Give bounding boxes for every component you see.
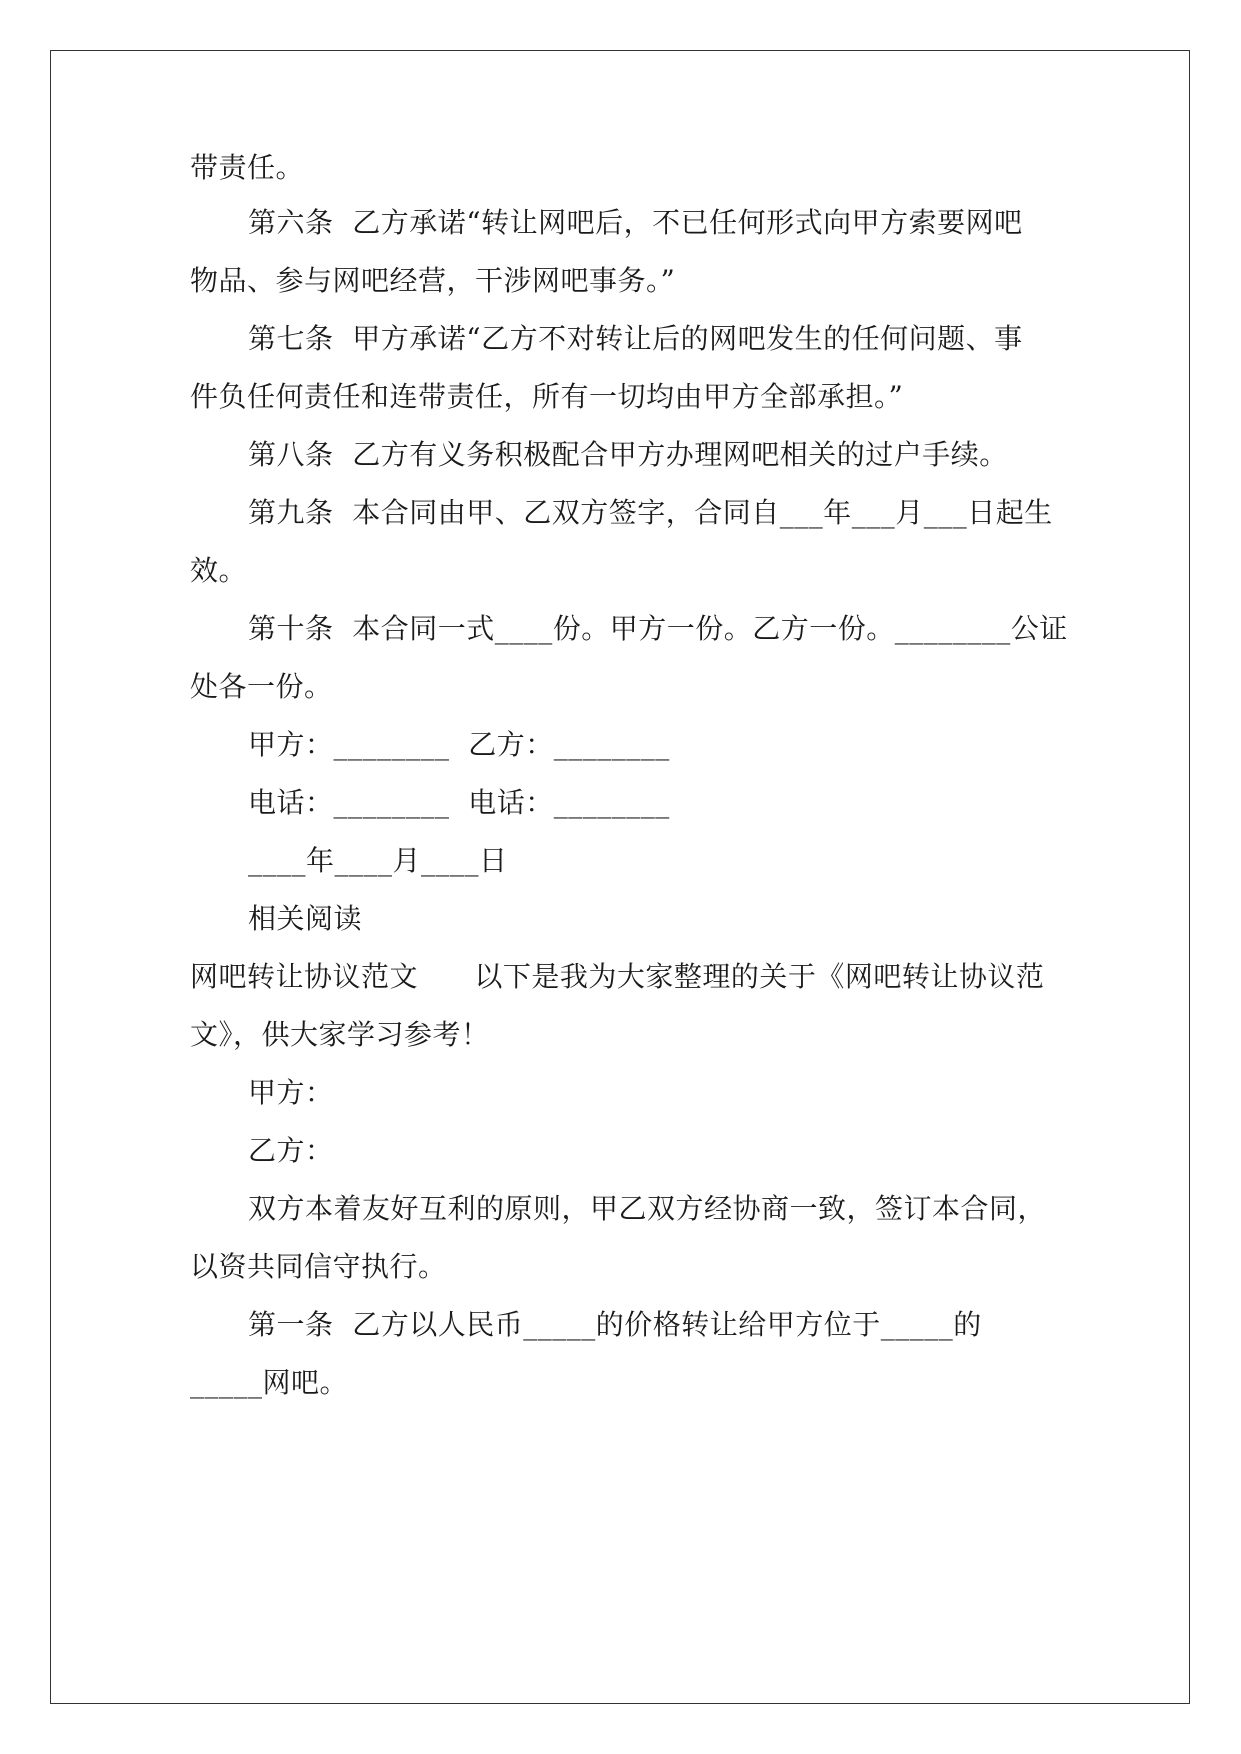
article-9-line-1: 第九条 本合同由甲、乙双方签字，合同自___年___月___日起生 (248, 496, 1053, 529)
article-8-line: 第八条 乙方有义务积极配合甲方办理网吧相关的过户手续。 (248, 438, 1008, 471)
related-article-intro-line-1: 网吧转让协议范文 以下是我为大家整理的关于《网吧转让协议范 (190, 960, 1045, 993)
article-7-line-2: 件负任何责任和连带责任，所有一切均由甲方全部承担。” (190, 380, 904, 413)
article-9-line-2: 效。 (190, 554, 248, 587)
preamble-line-2: 以资共同信守执行。 (190, 1250, 447, 1283)
article-6-line-2: 物品、参与网吧经营，干涉网吧事务。” (190, 264, 676, 297)
date-line: ____年____月____日 (248, 844, 508, 877)
text-line-1: 带责任。 (190, 151, 305, 184)
preamble-line-1: 双方本着友好互利的原则，甲乙双方经协商一致，签订本合同， (248, 1192, 1047, 1225)
party-a-label: 甲方： (248, 1076, 334, 1109)
party-b-label: 乙方： (248, 1134, 334, 1167)
party-signature-line: 甲方：________ 乙方：________ (248, 728, 670, 761)
related-reading-heading: 相关阅读 (248, 902, 363, 935)
article-1-line-2: _____网吧。 (190, 1366, 349, 1399)
article-10-line-1: 第十条 本合同一式____份。甲方一份。乙方一份。________公证 (248, 612, 1068, 645)
phone-line: 电话：________ 电话：________ (248, 786, 670, 819)
article-10-line-2: 处各一份。 (190, 670, 333, 703)
article-6-line-1: 第六条 乙方承诺“转让网吧后，不已任何形式向甲方索要网吧 (248, 206, 1023, 239)
article-1-line-1: 第一条 乙方以人民币_____的价格转让给甲方位于_____的 (248, 1308, 982, 1341)
article-7-line-1: 第七条 甲方承诺“乙方不对转让后的网吧发生的任何问题、事 (248, 322, 1023, 355)
related-article-intro-line-2: 文》，供大家学习参考！ (190, 1018, 490, 1051)
